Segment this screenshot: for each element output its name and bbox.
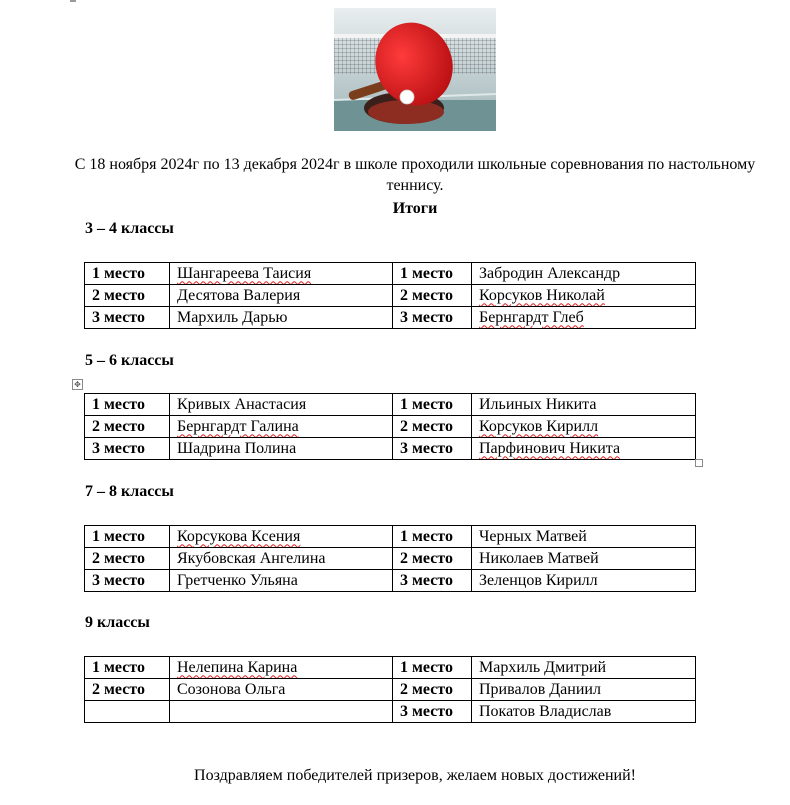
results-heading: Итоги: [392, 200, 438, 217]
place-cell: 3 место: [85, 438, 170, 460]
place-cell: 3 место: [393, 701, 472, 723]
name-cell: Черных Матвей: [472, 526, 696, 548]
name-cell: Кривых Анастасия: [170, 394, 393, 416]
name-cell: Привалов Даниил: [472, 679, 696, 701]
table-row: [85, 285, 696, 307]
place-cell: 1 место: [85, 657, 170, 679]
place-cell: [85, 701, 170, 723]
name-cell: Шадрина Полина: [170, 438, 393, 460]
move-arrows-icon[interactable]: ✥: [72, 379, 83, 390]
table-row: [85, 570, 696, 592]
results-table: [84, 393, 696, 460]
place-cell: 1 место: [85, 263, 170, 285]
results-table: [84, 525, 696, 592]
name-cell: [472, 307, 696, 329]
name-cell: Десятова Валерия: [170, 285, 393, 307]
table-row: [85, 307, 696, 329]
place-cell: 1 место: [393, 394, 472, 416]
student-name: Бернгардт Глеб: [479, 308, 584, 326]
name-cell: [170, 526, 393, 548]
place-cell: 1 место: [393, 526, 472, 548]
student-name: Корсуков Николай: [479, 286, 605, 304]
name-cell: Якубовская Ангелина: [170, 548, 393, 570]
name-cell: Ильиных Никита: [472, 394, 696, 416]
table-row: [85, 263, 696, 285]
place-cell: 2 место: [85, 285, 170, 307]
name-cell: [170, 263, 393, 285]
place-cell: 3 место: [85, 570, 170, 592]
name-cell: Гретченко Ульяна: [170, 570, 393, 592]
table-row: [85, 526, 696, 548]
place-cell: 3 место: [393, 438, 472, 460]
table-row: [85, 438, 696, 460]
student-name: Бернгардт Галина: [177, 417, 299, 435]
name-cell: Николаев Матвей: [472, 548, 696, 570]
student-name: Корсуков Кирилл: [479, 417, 599, 435]
place-cell: 2 место: [85, 416, 170, 438]
group-title: 3 – 4 классы: [85, 220, 174, 237]
name-cell: Покатов Владислав: [472, 701, 696, 723]
congratulations-text: Поздравляем победителей призеров, желаем новых достижений!: [194, 767, 636, 784]
table-tennis-illustration: [334, 8, 496, 131]
name-cell: [472, 438, 696, 460]
name-cell: [170, 701, 393, 723]
place-cell: 1 место: [85, 394, 170, 416]
table-row: [85, 416, 696, 438]
group-title: 7 – 8 классы: [85, 483, 174, 500]
place-cell: 2 место: [393, 548, 472, 570]
name-cell: Забродин Александр: [472, 263, 696, 285]
table-row: [85, 701, 696, 723]
place-cell: 2 место: [393, 285, 472, 307]
student-name: Корсукова Ксения: [177, 527, 301, 545]
place-cell: 2 место: [85, 548, 170, 570]
group-title: 9 классы: [85, 614, 150, 631]
intro-paragraph: С 18 ноября 2024г по 13 декабря 2024г в школе проходили школьные соревнования по настольному теннису.: [74, 156, 756, 194]
name-cell: [472, 416, 696, 438]
place-cell: 3 место: [85, 307, 170, 329]
student-name: Шангареева Таисия: [177, 264, 312, 282]
table-row: [85, 394, 696, 416]
name-cell: Зеленцов Кирилл: [472, 570, 696, 592]
resize-square-icon[interactable]: [695, 459, 703, 467]
place-cell: 1 место: [393, 657, 472, 679]
place-cell: 2 место: [393, 679, 472, 701]
student-name: Нелепина Карина: [177, 658, 298, 676]
name-cell: Мархиль Дарью: [170, 307, 393, 329]
table-row: [85, 679, 696, 701]
table-row: [85, 548, 696, 570]
place-cell: 2 место: [393, 416, 472, 438]
student-name: Парфинович Никита: [479, 439, 621, 457]
results-table: [84, 656, 696, 723]
place-cell: 1 место: [85, 526, 170, 548]
name-cell: Мархиль Дмитрий: [472, 657, 696, 679]
place-cell: 3 место: [393, 307, 472, 329]
results-table: [84, 262, 696, 329]
table-tennis-photo: [334, 8, 496, 131]
name-cell: [170, 416, 393, 438]
group-title: 5 – 6 классы: [85, 352, 174, 369]
place-cell: 1 место: [393, 263, 472, 285]
page-corner-mark: [70, 0, 76, 2]
name-cell: Созонова Ольга: [170, 679, 393, 701]
place-cell: 3 место: [393, 570, 472, 592]
place-cell: 2 место: [85, 679, 170, 701]
table-row: [85, 657, 696, 679]
name-cell: [170, 657, 393, 679]
name-cell: [472, 285, 696, 307]
